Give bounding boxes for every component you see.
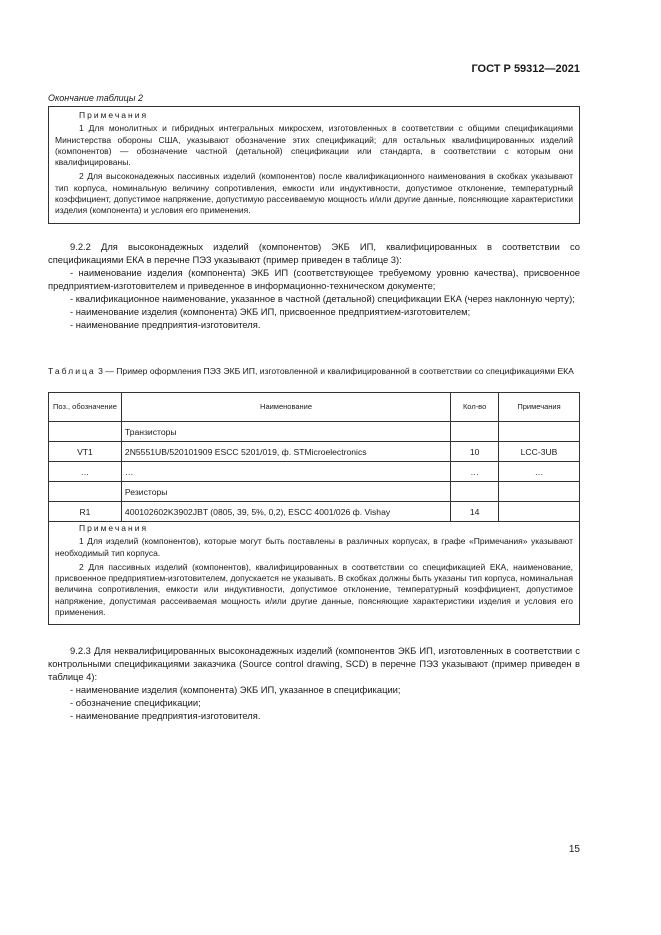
table-row <box>49 482 580 502</box>
list-item: - наименование изделия (компонента) ЭКБ ИП, указанное в спецификации; <box>70 684 401 695</box>
notes-title: Примечания <box>79 110 149 120</box>
cell-qty: 10 <box>451 442 499 462</box>
list-item: - наименование изделия (компонента) ЭКБ ИП, присвоенное предприятием-изготовителем; <box>70 306 471 317</box>
col-header-qty: Кол-во <box>451 393 499 422</box>
table3-caption <box>48 366 580 377</box>
list-item: - обозначение спецификации; <box>70 697 201 708</box>
standard-header: ГОСТ Р 59312—2021 <box>471 63 580 75</box>
section-9-2-3 <box>48 644 580 722</box>
list-item: - наименование предприятия-изготовителя. <box>70 319 261 330</box>
note-1: 1 Для изделий (компонентов), которые могут быть поставлены в различных корпусах, в графе «Примечания» указывают необходимый тип корпуса. <box>55 536 573 558</box>
table-header-row <box>49 393 580 422</box>
note-2: 2 Для пассивных изделий (компонентов), квалифицированных в соответствии со спецификацией ЕКА, наименование, присвоенное предприятием-изготовителем, допускается не указывать. В скобках должны быть указаны тип корпуса, номинальная величина сопротивления, емкости или индуктивности, допустимое отклонение, температурный коэффициент, допустимое напряжение, допустимая рассеиваемая мощность и/или другие данные, поясняющие характеристики изделия и условия его применения. <box>55 561 573 618</box>
section-intro: 9.2.2 Для высоконадежных изделий (компонентов) ЭКБ ИП, квалифицированных в соответствии со спецификациями ЕКА в перечне ПЭЗ указывают (пример приведен в таблице 3): <box>48 241 580 265</box>
note-2: 2 Для высоконадежных пассивных изделий (компонентов) после квалификационного наименования в скобках указывают тип корпуса, номинальную величину сопротивления, емкости или индуктивности, допустимое отклонение, температурный коэффициент, допустимое напряжение, допустимую рассеиваемую мощность и/или другие данные, поясняющие характеристики изделия (компонента) и условия его применения. <box>55 171 573 216</box>
cell-note <box>499 482 580 502</box>
table-row <box>49 502 580 522</box>
cell-qty: … <box>451 462 499 482</box>
cell-name: 2N5551UB/520101909 ESCC 5201/019, ф. STMicroelectronics <box>121 442 450 462</box>
cell-qty: 14 <box>451 502 499 522</box>
table2-notes-box <box>48 106 580 224</box>
cell-note: … <box>499 462 580 482</box>
cell-note <box>499 502 580 522</box>
table3-label: Таблица <box>48 366 96 376</box>
cell-pos: VT1 <box>49 442 122 462</box>
table2-end-caption: Окончание таблицы 2 <box>48 93 143 103</box>
cell-pos: R1 <box>49 502 122 522</box>
col-header-notes: Примечания <box>499 393 580 422</box>
cell-pos <box>49 422 122 442</box>
page-number: 15 <box>568 844 580 855</box>
cell-name: Резисторы <box>121 482 450 502</box>
note-1: 1 Для монолитных и гибридных интегральных микросхем, изготовленных в соответствии с общими спецификациями Министерства обороны США, указывают обозначение этих спецификаций; для остальных квалифицированных изделий (компонентов) — обозначение частной (детальной) спецификации или стандарта, в соответствии с которым они квалифицированы. <box>55 123 573 168</box>
cell-name: … <box>121 462 450 482</box>
cell-note: LCC-3UB <box>499 442 580 462</box>
table3-caption-text: 3 — Пример оформления ПЭЗ ЭКБ ИП, изготовленной и квалифицированной в соответствии со спецификациями ЕКА <box>98 366 574 376</box>
col-header-pos: Поз., обозначение <box>49 393 122 422</box>
table3-notes-box <box>48 520 580 625</box>
cell-pos: … <box>49 462 122 482</box>
cell-qty <box>451 422 499 442</box>
table-row <box>49 422 580 442</box>
table3 <box>48 392 580 522</box>
cell-name: Транзисторы <box>121 422 450 442</box>
cell-pos <box>49 482 122 502</box>
section-9-2-2 <box>48 240 580 331</box>
list-item: - наименование изделия (компонента) ЭКБ ИП (соответствующее требуемому уровню качества), присвоенное предприятием-изготовителем и приведенное в информационно-техническом документе; <box>48 267 580 291</box>
list-item: - квалификационное наименование, указанное в частной (детальной) спецификации ЕКА (через наклонную черту); <box>70 293 575 304</box>
cell-name: 400102602K3902JBT (0805, 39, 5%, 0,2), ESCC 4001/026 ф. Vishay <box>121 502 450 522</box>
cell-note <box>499 422 580 442</box>
table-row <box>49 462 580 482</box>
list-item: - наименование предприятия-изготовителя. <box>70 710 261 721</box>
table-row <box>49 442 580 462</box>
cell-qty <box>451 482 499 502</box>
section-intro: 9.2.3 Для неквалифицированных высоконадежных изделий (компонентов ЭКБ ИП, изготовленных в соответствии с контрольными спецификациями заказчика (Source control drawing, SCD) в перечне ПЭЗ указывают (пример приведен в таблице 4): <box>48 645 580 682</box>
notes-title: Примечания <box>79 523 149 533</box>
col-header-name: Наименование <box>121 393 450 422</box>
